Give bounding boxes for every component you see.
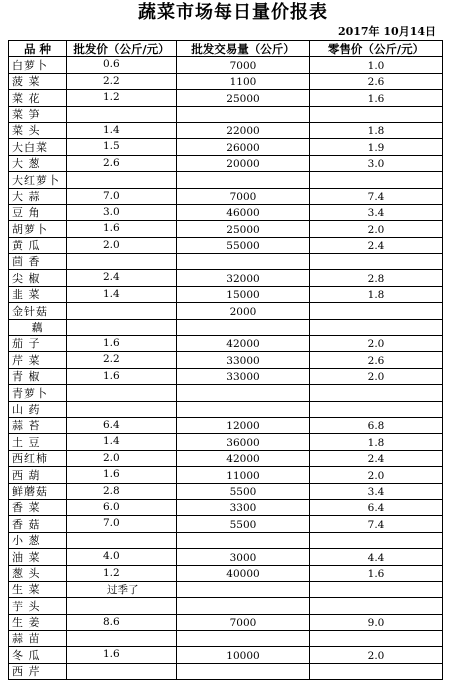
cell-wholesale-volume: 2000 [177,303,310,319]
cell-retail-price [310,319,443,335]
cell-wholesale-price: 1.5 [67,139,177,155]
cell-wholesale-price: 8.6 [67,614,177,630]
cell-variety: 鲜蘑菇 [9,483,67,499]
cell-variety: 尖 椒 [9,270,67,286]
cell-wholesale-price [67,106,177,122]
cell-wholesale-price: 2.2 [67,73,177,89]
cell-wholesale-price: 1.2 [67,565,177,581]
table-row [9,106,443,122]
cell-wholesale-price: 6.0 [67,499,177,515]
table-row [9,467,443,483]
cell-retail-price: 2.0 [310,368,443,384]
cell-variety: 青 椒 [9,368,67,384]
cell-variety: 油 菜 [9,549,67,565]
cell-wholesale-volume [177,598,310,614]
cell-variety: 韭 菜 [9,286,67,302]
cell-wholesale-volume [177,319,310,335]
cell-retail-price [310,401,443,417]
table-row [9,631,443,647]
cell-retail-price [310,254,443,270]
table-row [9,90,443,106]
cell-wholesale-price: 1.6 [67,368,177,384]
cell-variety: 白萝卜 [9,57,67,73]
cell-wholesale-price [67,303,177,319]
table-row [9,499,443,515]
cell-wholesale-volume: 42000 [177,336,310,352]
cell-wholesale-price: 4.0 [67,549,177,565]
cell-wholesale-volume [177,106,310,122]
table-row [9,139,443,155]
header-wholesale-volume: 批发交易量（公斤） [177,41,310,57]
cell-wholesale-volume: 32000 [177,270,310,286]
cell-wholesale-price: 1.6 [67,221,177,237]
table-row [9,483,443,499]
cell-wholesale-price [67,598,177,614]
cell-wholesale-price: 1.6 [67,647,177,663]
cell-wholesale-volume: 26000 [177,139,310,155]
cell-wholesale-price [67,319,177,335]
cell-wholesale-price: 6.4 [67,417,177,433]
cell-variety: 香 菜 [9,499,67,515]
cell-wholesale-volume [177,581,310,597]
report-title: 蔬菜市场每日量价报表 [138,2,328,23]
cell-wholesale-volume: 11000 [177,467,310,483]
cell-retail-price: 2.0 [310,647,443,663]
cell-retail-price: 1.8 [310,286,443,302]
table-row [9,565,443,581]
table-row [9,319,443,335]
table-row [9,450,443,466]
report-date: 2017年 10月14日 [337,25,436,38]
cell-retail-price: 7.4 [310,188,443,204]
cell-variety: 冬 瓜 [9,647,67,663]
table-row [9,73,443,89]
cell-variety: 蒜 苔 [9,417,67,433]
cell-variety: 葱 头 [9,565,67,581]
table-row [9,303,443,319]
cell-variety: 大白菜 [9,139,67,155]
cell-retail-price [310,581,443,597]
table-row [9,516,443,532]
cell-wholesale-volume: 33000 [177,352,310,368]
cell-retail-price [310,631,443,647]
cell-wholesale-volume [177,385,310,401]
cell-wholesale-volume [177,663,310,679]
cell-variety: 菜 花 [9,90,67,106]
cell-wholesale-volume: 5500 [177,516,310,532]
cell-wholesale-volume [177,532,310,548]
cell-retail-price [310,172,443,188]
cell-wholesale-price [67,532,177,548]
table-row [9,385,443,401]
cell-wholesale-volume: 1100 [177,73,310,89]
cell-wholesale-volume: 55000 [177,237,310,253]
cell-wholesale-volume: 33000 [177,368,310,384]
cell-wholesale-volume: 12000 [177,417,310,433]
cell-wholesale-price: 7.0 [67,516,177,532]
cell-variety: 大 蒜 [9,188,67,204]
cell-variety: 芋 头 [9,598,67,614]
cell-wholesale-volume: 20000 [177,155,310,171]
cell-wholesale-price: 1.4 [67,434,177,450]
cell-wholesale-price: 2.8 [67,483,177,499]
table-row [9,368,443,384]
table-row [9,270,443,286]
cell-variety: 西红柿 [9,450,67,466]
cell-retail-price: 2.4 [310,237,443,253]
cell-wholesale-volume: 25000 [177,90,310,106]
cell-retail-price: 2.6 [310,352,443,368]
table-row [9,417,443,433]
cell-variety: 西 葫 [9,467,67,483]
cell-variety: 生 姜 [9,614,67,630]
cell-variety: 西 芹 [9,663,67,679]
table-row [9,336,443,352]
cell-wholesale-volume: 3000 [177,549,310,565]
cell-variety: 青萝卜 [9,385,67,401]
cell-wholesale-volume: 36000 [177,434,310,450]
cell-variety: 金针菇 [9,303,67,319]
cell-wholesale-volume: 25000 [177,221,310,237]
cell-variety: 藕 [9,319,67,335]
cell-wholesale-volume: 15000 [177,286,310,302]
table-row [9,581,443,597]
table-row [9,532,443,548]
cell-wholesale-volume: 46000 [177,204,310,220]
cell-wholesale-price [67,663,177,679]
cell-wholesale-price: 2.2 [67,352,177,368]
cell-retail-price: 2.8 [310,270,443,286]
cell-retail-price: 9.0 [310,614,443,630]
cell-retail-price: 4.4 [310,549,443,565]
table-row [9,155,443,171]
cell-retail-price: 6.8 [310,417,443,433]
cell-wholesale-price: 1.6 [67,467,177,483]
header-retail-price: 零售价（公斤/元） [310,41,443,57]
cell-retail-price: 2.0 [310,336,443,352]
cell-variety: 菠 菜 [9,73,67,89]
header-variety: 品 种 [9,41,67,57]
table-row [9,614,443,630]
cell-retail-price: 1.0 [310,57,443,73]
cell-wholesale-volume [177,254,310,270]
cell-retail-price: 1.8 [310,122,443,138]
cell-variety: 茴 香 [9,254,67,270]
table-row [9,188,443,204]
cell-retail-price: 2.6 [310,73,443,89]
cell-wholesale-volume [177,172,310,188]
cell-variety: 生 菜 [9,581,67,597]
cell-retail-price: 1.9 [310,139,443,155]
cell-wholesale-price [67,385,177,401]
cell-retail-price: 6.4 [310,499,443,515]
cell-wholesale-price: 1.6 [67,336,177,352]
table-row [9,663,443,679]
table-row [9,57,443,73]
cell-wholesale-volume: 42000 [177,450,310,466]
table-row [9,237,443,253]
table-row [9,221,443,237]
cell-retail-price: 3.0 [310,155,443,171]
cell-wholesale-price: 1.4 [67,286,177,302]
table-row [9,401,443,417]
cell-retail-price [310,532,443,548]
cell-retail-price [310,106,443,122]
cell-variety: 小 葱 [9,532,67,548]
cell-wholesale-price [67,401,177,417]
cell-wholesale-volume [177,401,310,417]
cell-wholesale-volume [177,631,310,647]
table-row [9,254,443,270]
cell-variety: 黄 瓜 [9,237,67,253]
cell-wholesale-price: 1.4 [67,122,177,138]
table-row [9,286,443,302]
cell-retail-price: 3.4 [310,204,443,220]
cell-retail-price [310,663,443,679]
cell-variety: 胡萝卜 [9,221,67,237]
table-header-row [9,41,443,57]
cell-wholesale-price: 7.0 [67,188,177,204]
cell-retail-price [310,303,443,319]
table-row [9,434,443,450]
cell-retail-price: 1.6 [310,90,443,106]
cell-retail-price: 1.8 [310,434,443,450]
cell-wholesale-price [67,631,177,647]
cell-wholesale-price: 过季了 [67,581,177,597]
cell-wholesale-volume: 7000 [177,614,310,630]
table-row [9,204,443,220]
cell-variety: 香 菇 [9,516,67,532]
cell-wholesale-price [67,254,177,270]
cell-retail-price: 2.0 [310,221,443,237]
cell-retail-price: 7.4 [310,516,443,532]
cell-variety: 土 豆 [9,434,67,450]
cell-variety: 菜 头 [9,122,67,138]
table-row [9,647,443,663]
cell-wholesale-volume: 7000 [177,188,310,204]
cell-wholesale-price: 2.6 [67,155,177,171]
cell-variety: 蒜 苗 [9,631,67,647]
cell-wholesale-volume: 10000 [177,647,310,663]
cell-wholesale-price: 2.0 [67,237,177,253]
cell-wholesale-volume: 22000 [177,122,310,138]
cell-wholesale-price: 1.2 [67,90,177,106]
cell-variety: 芹 菜 [9,352,67,368]
cell-retail-price: 2.4 [310,450,443,466]
cell-wholesale-volume: 5500 [177,483,310,499]
table-row [9,352,443,368]
cell-retail-price [310,598,443,614]
cell-variety: 茄 子 [9,336,67,352]
cell-retail-price: 3.4 [310,483,443,499]
cell-wholesale-price: 3.0 [67,204,177,220]
cell-variety: 大 葱 [9,155,67,171]
cell-variety: 大红萝卜 [9,172,67,188]
table-body [9,57,443,680]
table-row [9,598,443,614]
cell-wholesale-volume: 40000 [177,565,310,581]
cell-retail-price: 1.6 [310,565,443,581]
cell-variety: 豆 角 [9,204,67,220]
table-row [9,549,443,565]
cell-variety: 山 药 [9,401,67,417]
cell-wholesale-price: 2.4 [67,270,177,286]
cell-wholesale-price [67,172,177,188]
cell-retail-price [310,385,443,401]
cell-retail-price: 2.0 [310,467,443,483]
header-wholesale-price: 批发价（公斤/元） [67,41,177,57]
price-volume-table [8,40,443,680]
cell-wholesale-price: 2.0 [67,450,177,466]
cell-wholesale-volume: 3300 [177,499,310,515]
cell-wholesale-volume: 7000 [177,57,310,73]
cell-variety: 菜 笋 [9,106,67,122]
table-row [9,172,443,188]
table-row [9,122,443,138]
cell-wholesale-price: 0.6 [67,57,177,73]
